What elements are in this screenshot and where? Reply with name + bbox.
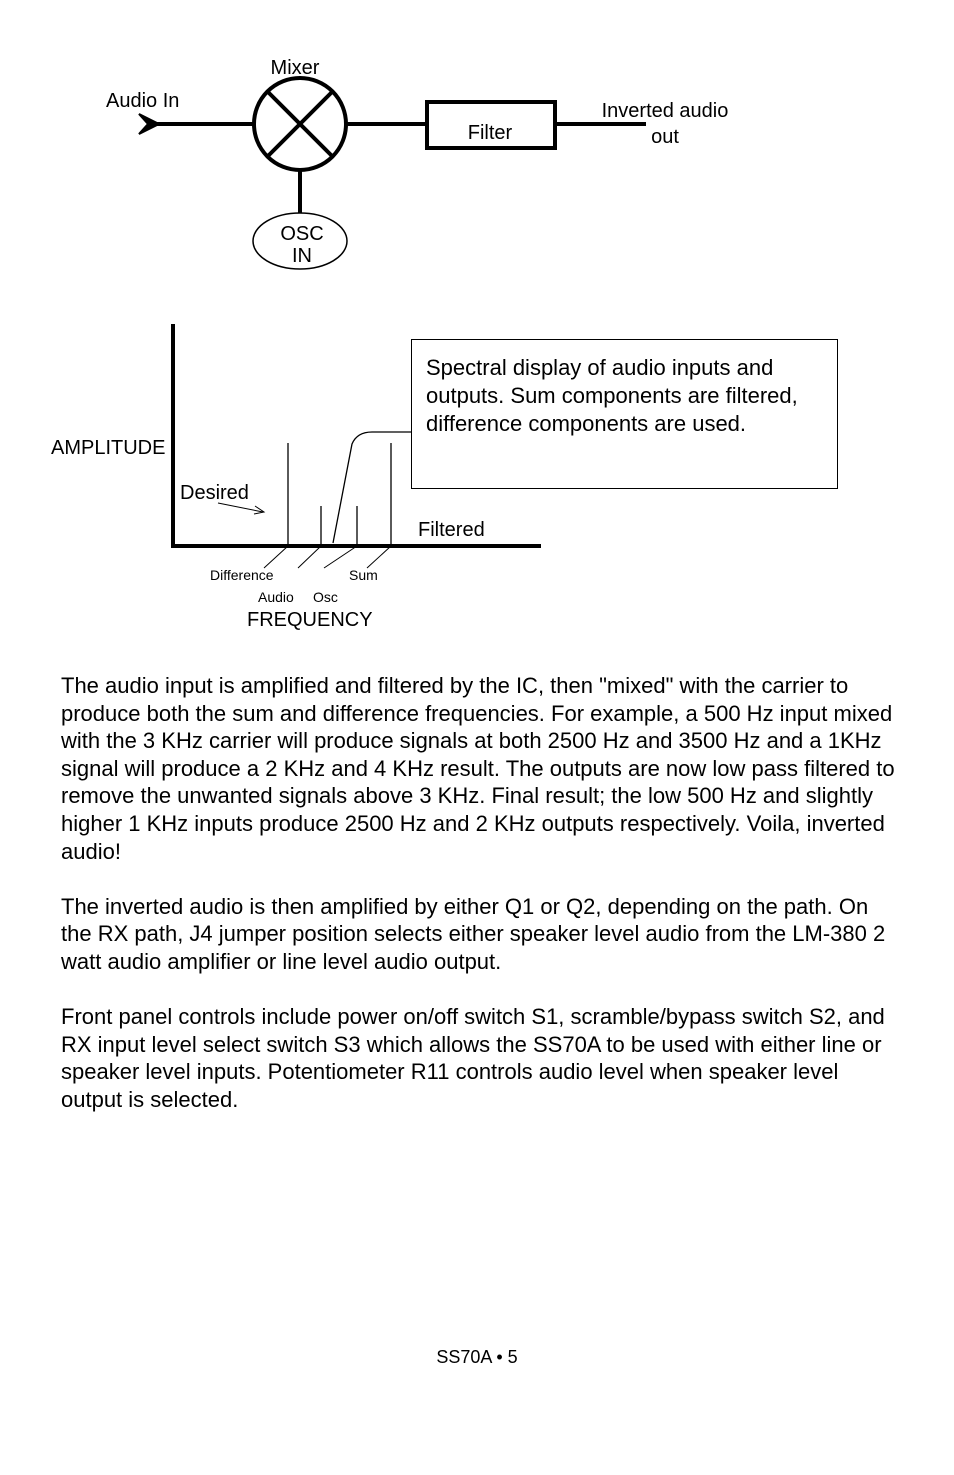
body-text [61, 672, 901, 1141]
osc-label-line1: OSC [280, 223, 324, 245]
block-diagram [106, 57, 728, 269]
difference-leader [264, 546, 288, 568]
osc-leader [324, 546, 357, 568]
paragraph-amplification: The inverted audio is then amplified by either Q1 or Q2, depending on the path. On the RX path, J4 jumper position selects either speaker level audio from the LM-380 2 watt audio amplifier or line level audio output. [61, 893, 886, 974]
osc-label-line2: IN [292, 245, 312, 267]
audio-in-label: Audio In [106, 90, 180, 112]
callout-text: Spectral display of audio inputs and outputs. Sum components are filtered, difference components are used. [426, 355, 798, 436]
output-label-line1: Inverted audio [601, 100, 729, 122]
filter-response-curve [333, 432, 411, 543]
diagram-area [0, 0, 954, 660]
difference-label: Difference [210, 567, 274, 583]
frequency-label: FREQUENCY [247, 609, 373, 631]
osc-label: Osc [313, 589, 338, 605]
filter-label: Filter [467, 122, 513, 144]
paragraph-front-panel: Front panel controls include power on/off switch S1, scramble/bypass switch S2, and RX input level select switch S3 which allows the SS70A to be used with either line or speaker level inputs. Potentiometer R11 controls audio level when speaker level output is selected. [61, 1004, 885, 1112]
mixer-label: Mixer [270, 57, 320, 79]
page-footer: SS70A • 5 [436, 1347, 518, 1367]
spectral-callout-box [411, 339, 838, 489]
desired-label: Desired [180, 482, 249, 504]
sum-leader [367, 546, 391, 568]
audio-leader [298, 546, 321, 568]
paragraph-mixing: The audio input is amplified and filtered by the IC, then "mixed" with the carrier to produce both the sum and difference frequencies. For example, a 500 Hz input mixed with the 3 KHz carrier will produce signals at both 2500 Hz and 3500 Hz and a 1KHz signal will produce a 2 KHz and 4 KHz result. The outputs are now low pass filtered to remove the unwanted signals above 3 KHz. Final result; the low 500 Hz and slightly higher 1 KHz inputs produce 2500 Hz and 2 KHz outputs respectively. Voila, inverted audio! [61, 673, 895, 864]
sum-label: Sum [349, 567, 378, 583]
desired-arrow [218, 503, 263, 512]
audio-label: Audio [258, 589, 294, 605]
filtered-label: Filtered [418, 519, 485, 541]
amplitude-label: AMPLITUDE [51, 437, 166, 459]
output-label-line2: out [651, 126, 679, 148]
